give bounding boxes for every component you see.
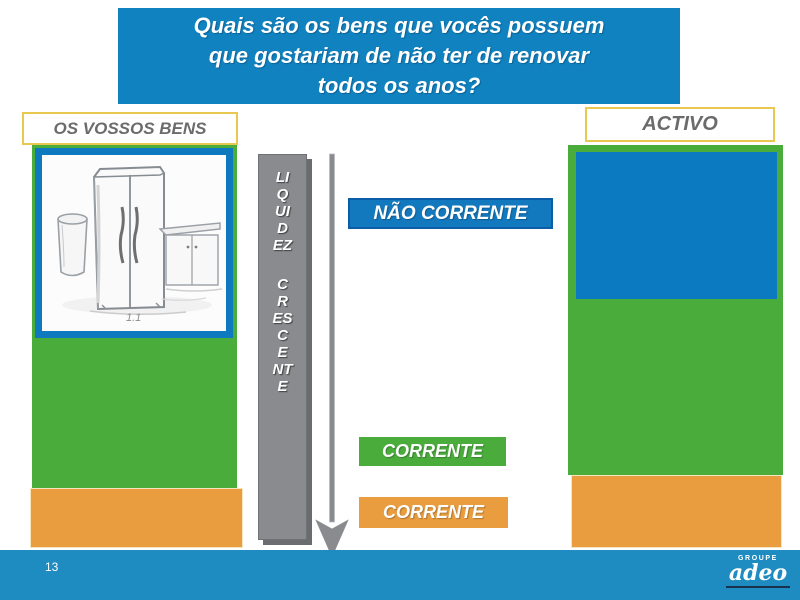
asset-image-frame [35,148,233,338]
right-column-orange-block [571,475,782,548]
left-column-orange-block [30,488,243,548]
label-corrente-orange [359,497,508,528]
logo-underline [726,586,790,588]
title-banner [118,8,680,104]
right-column-blue-block [576,152,777,299]
left-header-box [22,112,238,145]
left-header-label: OS VOSSOS BENS [53,118,207,138]
nao-corrente-text: NÃO CORRENTE [373,202,528,224]
label-nao-corrente [348,198,553,229]
right-header-box [585,107,775,142]
adeo-logo [726,554,790,588]
title-line-1: Quais são os bens que vocês possuem [193,13,605,38]
liquidity-word-2: CRESCENTE [272,276,293,395]
title-line-2: que gostariam de não ter de renovar [208,43,590,68]
liquidity-axis-bar [258,154,307,540]
title-line-3: todos os anos? [317,73,481,98]
kitchen-sketch-icon [42,155,226,331]
corrente-green-text: CORRENTE [381,441,483,461]
right-header-label: ACTIVO [642,113,718,135]
logo-brand-text: adeo [728,560,788,586]
sketch-caption: 1.1 [126,312,142,324]
footer-bar [0,550,800,600]
corrente-orange-text: CORRENTE [382,502,484,522]
page-number: 13 [45,560,59,574]
label-corrente-green [359,437,506,466]
liquidity-word-1: LIQUIDEZ [272,169,293,254]
logo-group-text: GROUPE [738,555,778,562]
